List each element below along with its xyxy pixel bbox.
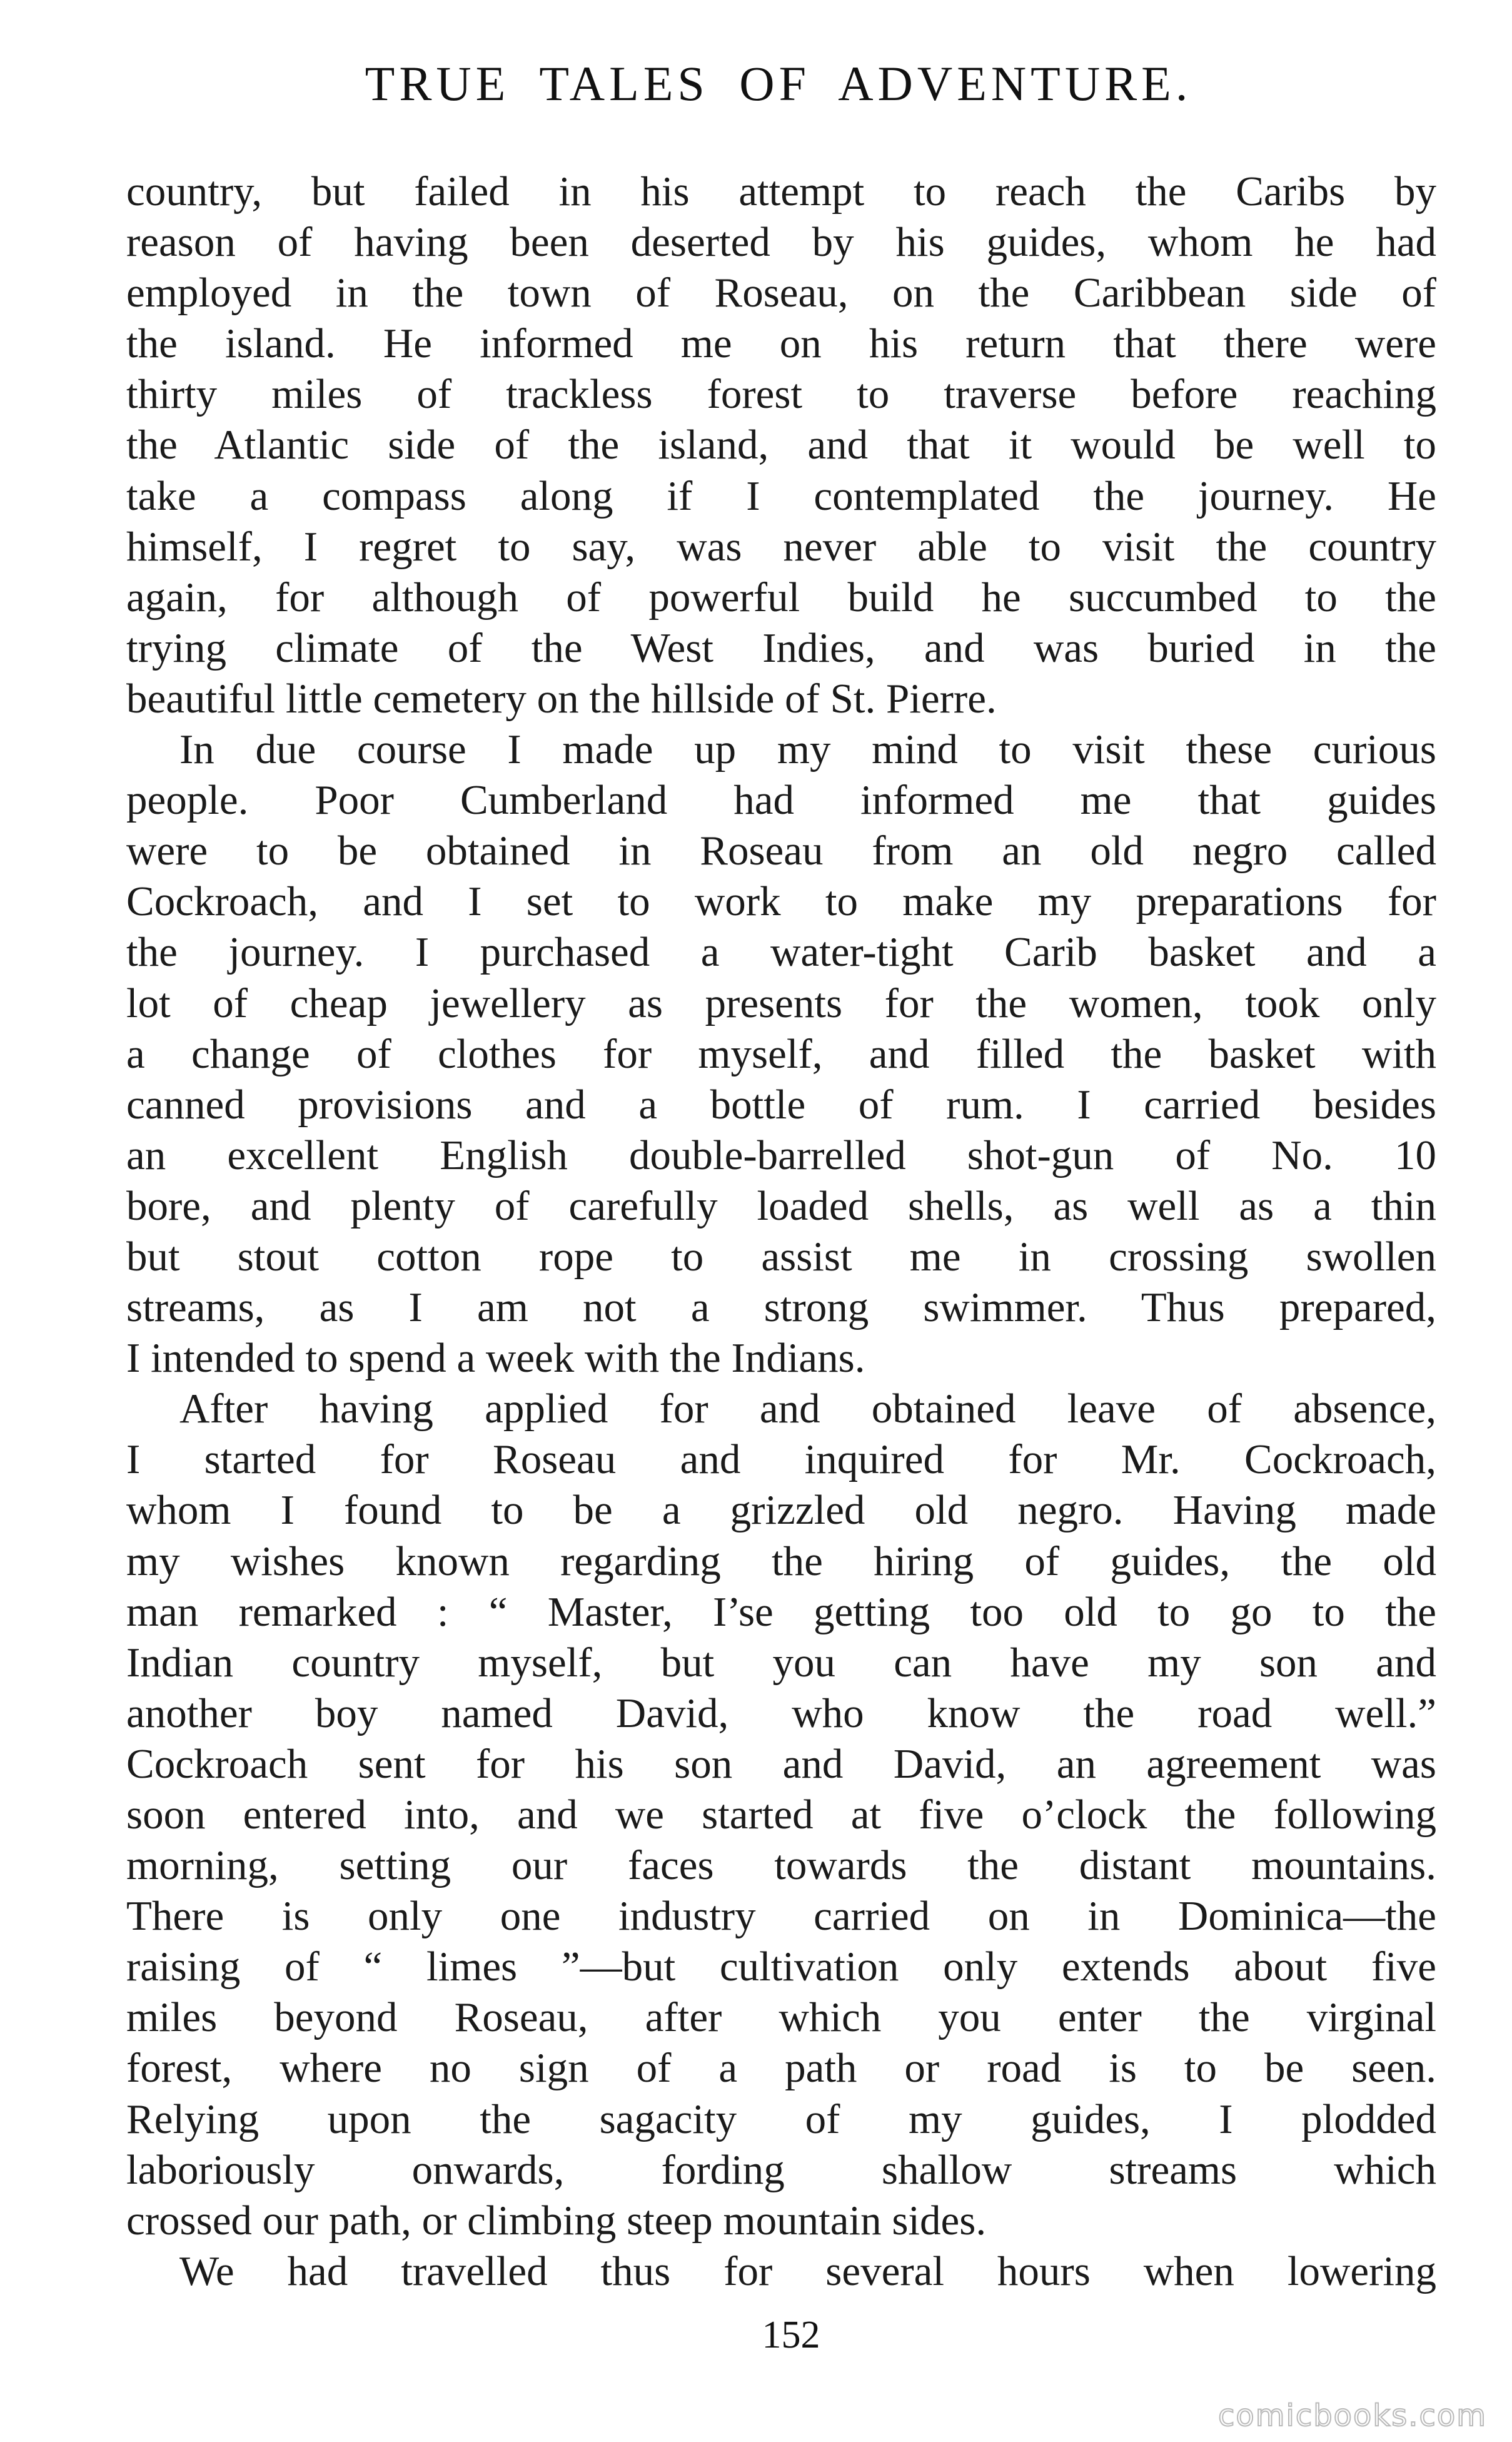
text-line: canned provisions and a bottle of rum. I carried besides [126, 1081, 1436, 1128]
text-line: There is only one industry carried on in Dominica—the [126, 1893, 1436, 1940]
text-line: again, for although of powerful build he succumbed to the [126, 574, 1436, 621]
text-line: an excellent English double-barrelled shot-gun of No. 10 [126, 1132, 1436, 1178]
text-line: another boy named David, who know the road well.” [126, 1690, 1436, 1736]
text-line: forest, where no sign of a path or road is to be seen. [126, 2045, 1436, 2092]
text-line: trying climate of the West Indies, and was buried in the [126, 624, 1436, 671]
page-number: 152 [762, 2314, 820, 2356]
text-line: I started for Roseau and inquired for Mr. Cockroach, [126, 1436, 1436, 1483]
text-line: were to be obtained in Roseau from an old negro called [126, 828, 1436, 874]
text-line: crossed our path, or climbing steep mountain sides. [126, 2197, 987, 2244]
text-line: the Atlantic side of the island, and that it would be well to [126, 422, 1436, 469]
text-line: the island. He informed me on his return that there were [126, 320, 1436, 367]
text-line: people. Poor Cumberland had informed me that guides [126, 777, 1436, 824]
text-line: reason of having been deserted by his guides, whom he had [126, 219, 1436, 266]
text-line: the journey. I purchased a water-tight Carib basket and a [126, 929, 1436, 976]
text-line: take a compass along if I contemplated the journey. He [126, 472, 1436, 519]
text-line: After having applied for and obtained leave of absence, [179, 1386, 1436, 1432]
text-line: whom I found to be a grizzled old negro. Having made [126, 1487, 1436, 1534]
text-line: In due course I made up my mind to visit these curious [179, 726, 1436, 773]
text-line: raising of “ limes ”—but cultivation only extends about five [126, 1943, 1436, 1990]
text-line: country, but failed in his attempt to reach the Caribs by [126, 168, 1436, 215]
text-line: himself, I regret to say, was never able to visit the country [126, 523, 1436, 570]
text-line: streams, as I am not a strong swimmer. Thus prepared, [126, 1284, 1436, 1331]
running-head: TRUE TALES OF ADVENTURE. [365, 56, 1192, 111]
text-line: my wishes known regarding the hiring of guides, the old [126, 1538, 1436, 1584]
text-line: man remarked : “ Master, I’se getting too old to go to the [126, 1588, 1436, 1635]
text-line: laboriously onwards, fording shallow streams which [126, 2146, 1436, 2193]
text-line: morning, setting our faces towards the distant mountains. [126, 1842, 1436, 1889]
text-line: a change of clothes for myself, and filled the basket with [126, 1030, 1436, 1077]
text-line: We had travelled thus for several hours when lowering [179, 2247, 1436, 2294]
text-line: beautiful little cemetery on the hillside of St. Pierre. [126, 675, 997, 722]
body-text [126, 166, 1436, 2297]
watermark-logo: comicbooks.com [1217, 2398, 1487, 2433]
text-line: I intended to spend a week with the Indians. [126, 1335, 865, 1382]
text-line: Relying upon the sagacity of my guides, I plodded [126, 2095, 1436, 2142]
text-line: thirty miles of trackless forest to traverse before reaching [126, 371, 1436, 418]
text-line: lot of cheap jewellery as presents for the women, took only [126, 980, 1436, 1026]
text-line: Cockroach, and I set to work to make my preparations for [126, 878, 1436, 925]
text-line: miles beyond Roseau, after which you enter the virginal [126, 1994, 1436, 2041]
text-line: Indian country myself, but you can have my son and [126, 1639, 1436, 1686]
text-line: but stout cotton rope to assist me in crossing swollen [126, 1233, 1436, 1280]
text-line: soon entered into, and we started at five o’clock the following [126, 1791, 1436, 1838]
text-line: employed in the town of Roseau, on the Caribbean side of [126, 270, 1436, 317]
text-line: Cockroach sent for his son and David, an agreement was [126, 1740, 1436, 1787]
text-line: bore, and plenty of carefully loaded shells, as well as a thin [126, 1182, 1436, 1229]
